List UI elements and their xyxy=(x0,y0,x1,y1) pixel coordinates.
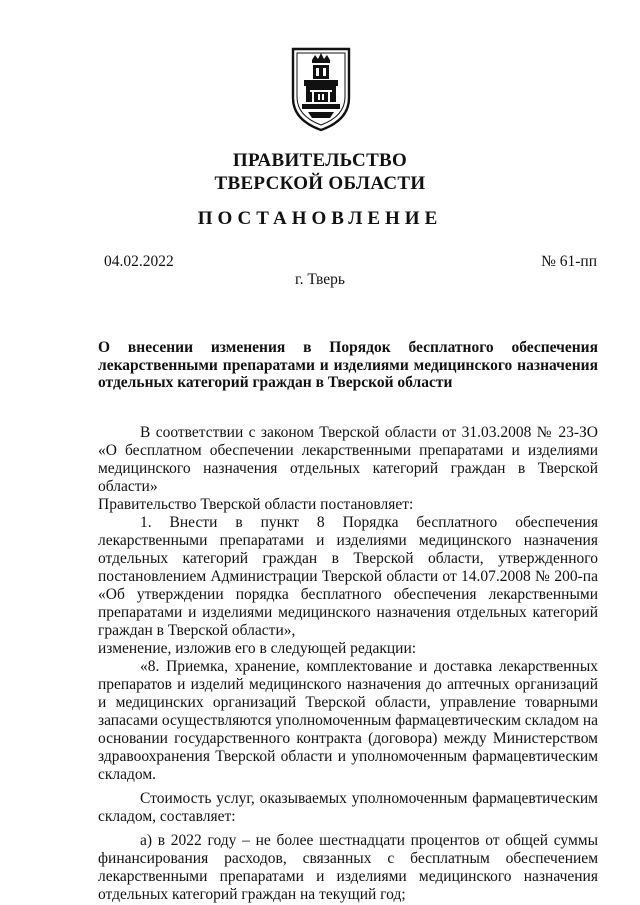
document-type: ПОСТАНОВЛЕНИЕ xyxy=(197,208,443,229)
organization-region: ТВЕРСКОЙ ОБЛАСТИ xyxy=(214,173,426,194)
document-date: 04.02.2022 xyxy=(104,253,174,270)
cost-paragraph: Стоимость услуг, оказываемых уполномоченным фармацевтическим складом, составляет: xyxy=(98,790,598,825)
document-city: г. Тверь xyxy=(295,271,345,288)
paragraph-1: 1. Внести в пункт 8 Порядка бесплатного обеспечения лекарственными препаратами и изделиями медицинского назначения отдельных категорий граждан в Тверской области, утвержденного постановлением Администрации Тверской области от 14.07.2008 № 200-па «Об утверждении порядка бесплатного обеспечения лекарственными препаратами и изделиями медицинского назначения отдельных категорий граждан в Тверской области», xyxy=(98,514,598,639)
preamble-paragraph: В соответствии с законом Тверской области от 31.03.2008 № 23-ЗО «О бесплатном обеспечении лекарственными препаратами и изделиями медицинского назначения отдельных категорий граждан в Тверской области» xyxy=(98,424,598,495)
organization-title: ПРАВИТЕЛЬСТВО xyxy=(232,150,408,171)
subject-text: О внесении изменения в Порядок бесплатного обеспечения лекарственными препаратами и изделиями медицинского назначения отдельных категорий граждан в Тверской области xyxy=(98,339,598,391)
coat-of-arms-icon xyxy=(290,46,352,132)
resolution-clause: Правительство Тверской области постановляет: xyxy=(98,496,414,513)
document-subject xyxy=(98,339,598,392)
document-body xyxy=(98,424,598,904)
item-a-paragraph: а) в 2022 году – не более шестнадцати процентов от общей суммы финансирования расходов, связанных с бесплатным обеспечением лекарственными препаратами и изделиями медицинского назначения отдельных категорий граждан на текущий год; xyxy=(98,832,598,903)
paragraph-8-text: «8. Приемка, хранение, комплектование и доставка лекарственных препаратов и изделий медицинского назначения до аптечных организаций и медицинских организаций Тверской области, управление товарными запасами осуществляются уполномоченным фармацевтическим складом на основании государственного контракта (договора) между Министерством здравоохранения Тверской области и уполномоченным фармацевтическим складом. xyxy=(98,658,598,783)
document-number: № 61-пп xyxy=(541,253,597,270)
paragraph-1-continuation: изменение, изложив его в следующей редакции: xyxy=(98,640,417,657)
